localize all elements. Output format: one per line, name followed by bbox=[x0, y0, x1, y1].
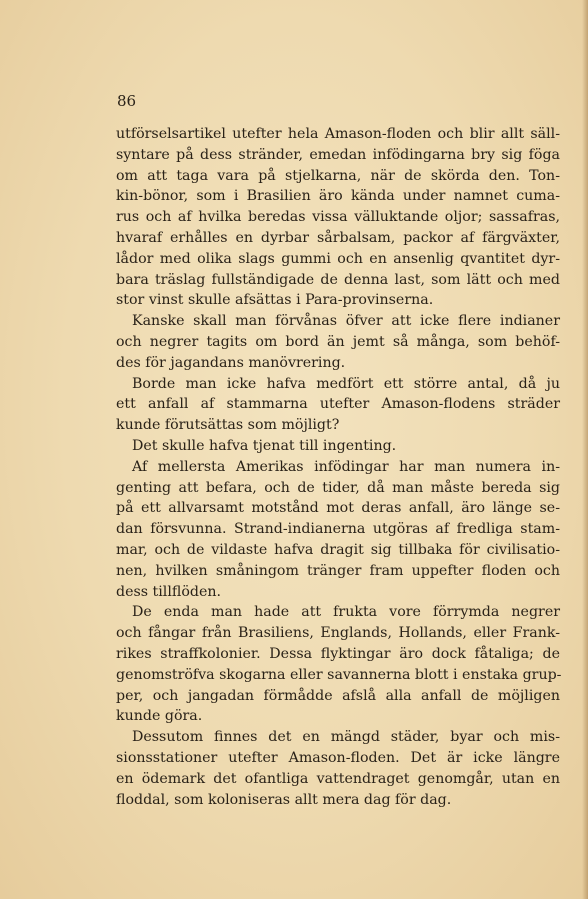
text-line: floddal, som koloniseras allt mera dag för dag. bbox=[116, 791, 452, 808]
text-line: bara träslag fullständigade de denna last, som lätt och med bbox=[116, 271, 560, 288]
text-line: rikes straffkolonier. Dessa flyktingar äro dock fåtaliga; de bbox=[116, 645, 560, 662]
text-line: mar, och de vildaste hafva dragit sig tillbaka för civilisatio- bbox=[116, 541, 560, 558]
text-line: genting att befara, och de tider, då man måste bereda sig bbox=[116, 479, 560, 496]
text-line: ett anfall af stammarna utefter Amason-flodens sträder bbox=[116, 396, 560, 413]
text-line: des för jagandans manövrering. bbox=[116, 354, 346, 371]
text-line: utförselsartikel utefter hela Amason-floden och blir allt säll- bbox=[116, 126, 560, 142]
text-line: kin-bönor, som i Brasilien äro kända under namnet cuma- bbox=[116, 188, 560, 205]
text-line: lådor med olika slags gummi och en ansenlig qvantitet dyr- bbox=[116, 250, 560, 267]
text-line: Borde man icke hafva medfört ett större antal, då ju bbox=[132, 375, 560, 392]
text-line: nen, hvilken småningom tränger fram uppefter floden och bbox=[116, 562, 560, 579]
page-edge-shadow bbox=[582, 0, 588, 899]
text-line: rus och af hvilka beredas vissa välluktande oljor; sassafras, bbox=[116, 209, 560, 226]
text-line: sionsstationer utefter Amason-floden. Det är icke längre bbox=[116, 749, 560, 766]
text-line: dan försvunna. Strand-indianerna utgöras af fredliga stam- bbox=[116, 521, 560, 538]
text-line: en ödemark det ofantliga vattendraget genomgår, utan en bbox=[116, 770, 560, 787]
text-line: Af mellersta Amerikas infödingar har man numera in- bbox=[132, 458, 560, 475]
text-line: om att taga vara på stjelkarna, när de skörda den. Ton- bbox=[116, 167, 560, 184]
text-line: De enda man hade att frukta vore förrymda negrer bbox=[132, 604, 560, 621]
text-line: dess tillflöden. bbox=[116, 583, 221, 600]
text-line: Kanske skall man förvånas öfver att icke flere indianer bbox=[132, 313, 560, 330]
text-line: syntare på dess stränder, emedan infödingarna bry sig föga bbox=[116, 146, 560, 163]
text-line: Det skulle hafva tjenat till ingenting. bbox=[132, 437, 397, 454]
body-text bbox=[116, 124, 560, 810]
text-line: och negrer tagits om bord än jemt så många, som behöf- bbox=[116, 333, 560, 350]
text-line: genomströfva skogarna eller savannerna blott i enstaka grup- bbox=[116, 666, 562, 683]
page-number: 86 bbox=[117, 92, 137, 110]
text-line: Dessutom finnes det en mängd städer, byar och mis- bbox=[132, 729, 560, 746]
text-line: på ett allvarsamt motstånd mot deras anfall, äro länge se- bbox=[116, 500, 560, 517]
text-line: och fångar från Brasiliens, Englands, Hollands, eller Frank- bbox=[116, 625, 560, 642]
text-line: stor vinst skulle afsättas i Para-provinserna. bbox=[116, 292, 434, 309]
text-line: kunde förutsättas som möjligt? bbox=[116, 417, 340, 434]
text-line: per, och jangadan förmådde afslå alla anfall de möjligen bbox=[116, 687, 560, 704]
text-line: kunde göra. bbox=[116, 708, 203, 725]
text-line: hvaraf erhålles en dyrbar sårbalsam, packor af färgväxter, bbox=[116, 229, 560, 246]
